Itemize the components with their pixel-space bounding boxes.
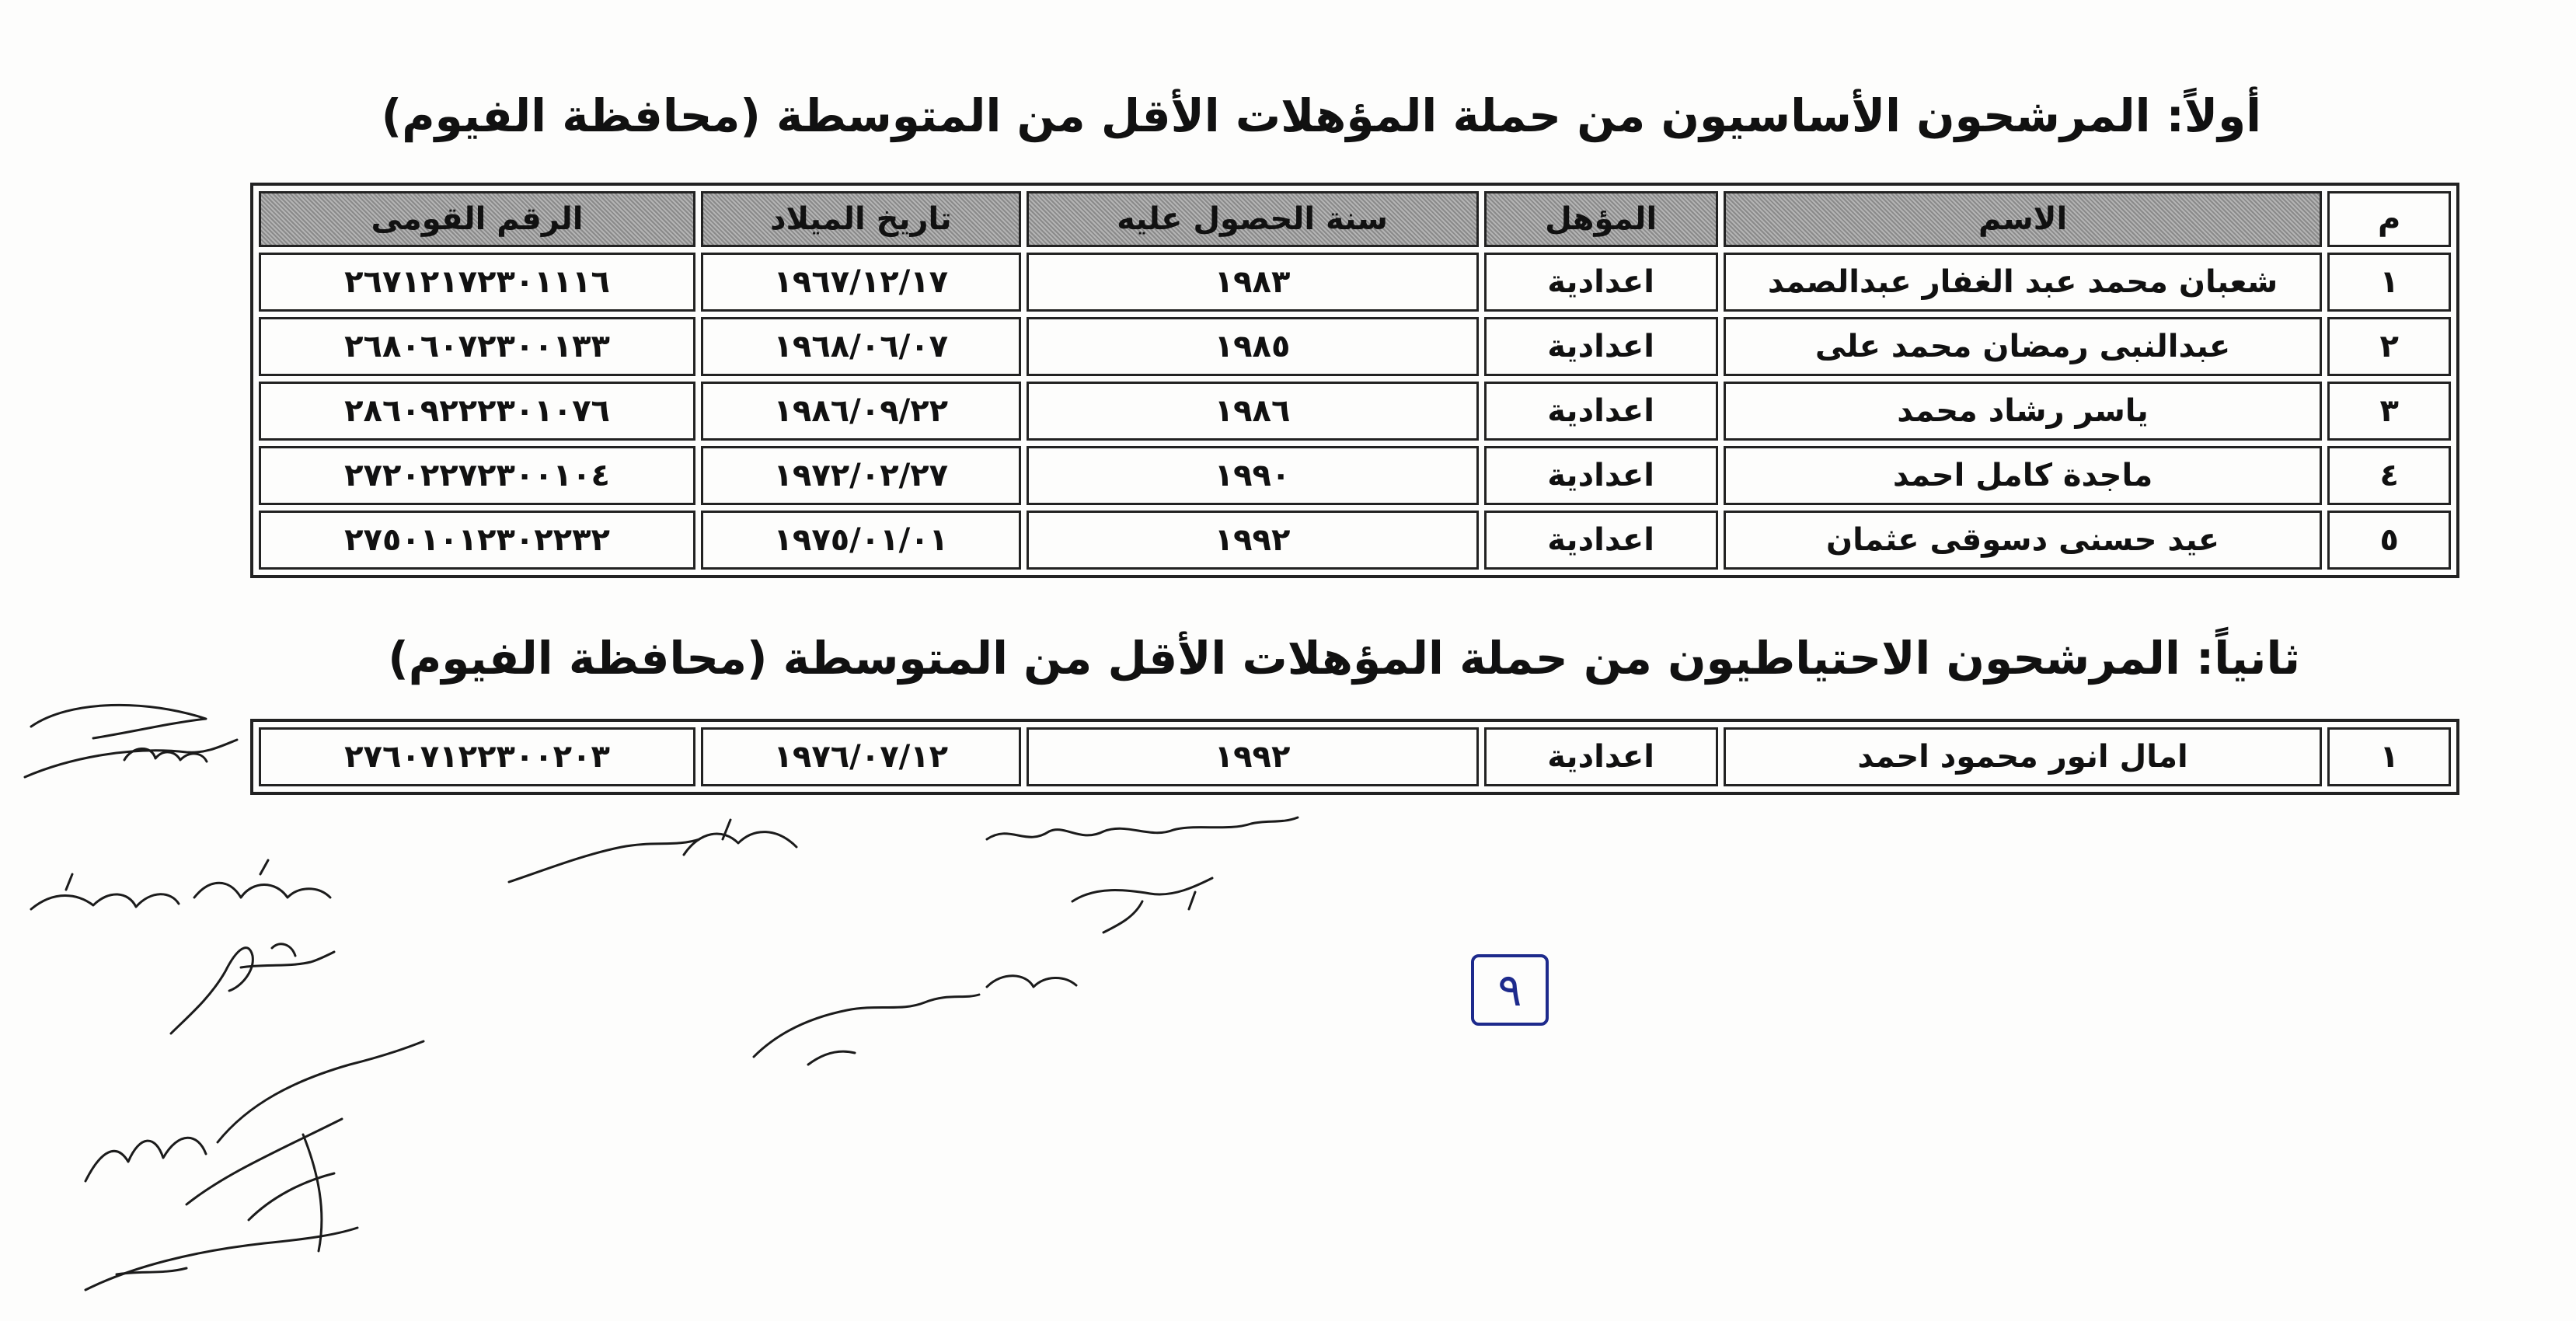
cell-birth-date: ١٩٧٦/٠٧/١٢	[701, 727, 1020, 786]
table-header-row	[259, 191, 2451, 247]
cell-birth-date: ١٩٧٥/٠١/٠١	[701, 511, 1020, 570]
cell-year-obtained: ١٩٩٢	[1027, 727, 1479, 786]
cell-national-id: ٢٨٦٠٩٢٢٢٣٠١٠٧٦	[259, 382, 695, 441]
cell-year-obtained: ١٩٩٢	[1027, 511, 1479, 570]
cell-year-obtained: ١٩٩٠	[1027, 446, 1479, 505]
cell-index: ١	[2327, 253, 2451, 312]
signature-4	[70, 1018, 435, 1298]
cell-year-obtained: ١٩٨٥	[1027, 317, 1479, 376]
cell-birth-date: ١٩٧٢/٠٢/٢٧	[701, 446, 1020, 505]
cell-national-id: ٢٦٧١٢١٧٢٣٠١١١٦	[259, 253, 695, 312]
signature-1	[16, 684, 249, 824]
cell-qualification: اعدادية	[1484, 382, 1718, 441]
signature-2	[19, 843, 346, 929]
table-row	[259, 727, 2451, 786]
cell-birth-date: ١٩٦٧/١٢/١٧	[701, 253, 1020, 312]
cell-birth-date: ١٩٦٨/٠٦/٠٧	[701, 317, 1020, 376]
table-row	[259, 446, 2451, 505]
section1-title: أولاً: المرشحون الأساسيون من حملة المؤهلات الأقل من المتوسطة (محافظة الفيوم)	[381, 89, 2261, 142]
header-birth-date: تاريخ الميلاد	[701, 191, 1020, 247]
cell-index: ١	[2327, 727, 2451, 786]
cell-name: عيد حسنى دسوقى عثمان	[1724, 511, 2323, 570]
cell-qualification: اعدادية	[1484, 446, 1718, 505]
cell-name: ياسر رشاد محمد	[1724, 382, 2323, 441]
header-name: الاسم	[1724, 191, 2323, 247]
cell-name: شعبان محمد عبد الغفار عبدالصمد	[1724, 253, 2323, 312]
cell-national-id: ٢٦٨٠٦٠٧٢٣٠٠١٣٣	[259, 317, 695, 376]
cell-qualification: اعدادية	[1484, 253, 1718, 312]
cell-year-obtained: ١٩٨٦	[1027, 382, 1479, 441]
signature-5	[497, 808, 808, 901]
cell-name: امال انور محمود احمد	[1724, 727, 2323, 786]
signature-6	[979, 800, 1305, 948]
signature-7	[746, 956, 1135, 1072]
cell-year-obtained: ١٩٨٣	[1027, 253, 1479, 312]
cell-qualification: اعدادية	[1484, 727, 1718, 786]
cell-birth-date: ١٩٨٦/٠٩/٢٢	[701, 382, 1020, 441]
cell-index: ٣	[2327, 382, 2451, 441]
header-national-id: الرقم القومى	[259, 191, 695, 247]
primary-candidates-table	[250, 183, 2459, 578]
section2-title: ثانياً: المرشحون الاحتياطيون من حملة المؤهلات الأقل من المتوسطة (محافظة الفيوم)	[388, 632, 2300, 685]
cell-qualification: اعدادية	[1484, 317, 1718, 376]
cell-national-id: ٢٧٢٠٢٢٧٢٣٠٠١٠٤	[259, 446, 695, 505]
table-row	[259, 253, 2451, 312]
cell-index: ٥	[2327, 511, 2451, 570]
cell-name: ماجدة كامل احمد	[1724, 446, 2323, 505]
table-row	[259, 511, 2451, 570]
cell-index: ٤	[2327, 446, 2451, 505]
header-index: م	[2327, 191, 2451, 247]
header-year-obtained: سنة الحصول عليه	[1027, 191, 1479, 247]
cell-national-id: ٢٧٥٠١٠١٢٣٠٢٢٣٢	[259, 511, 695, 570]
cell-name: عبدالنبى رمضان محمد على	[1724, 317, 2323, 376]
cell-qualification: اعدادية	[1484, 511, 1718, 570]
header-qualification: المؤهل	[1484, 191, 1718, 247]
cell-index: ٢	[2327, 317, 2451, 376]
table-row	[259, 382, 2451, 441]
cell-national-id: ٢٧٦٠٧١٢٢٣٠٠٢٠٣	[259, 727, 695, 786]
page-number: ٩	[1471, 954, 1549, 1026]
reserve-candidates-table	[250, 719, 2459, 795]
table-row	[259, 317, 2451, 376]
